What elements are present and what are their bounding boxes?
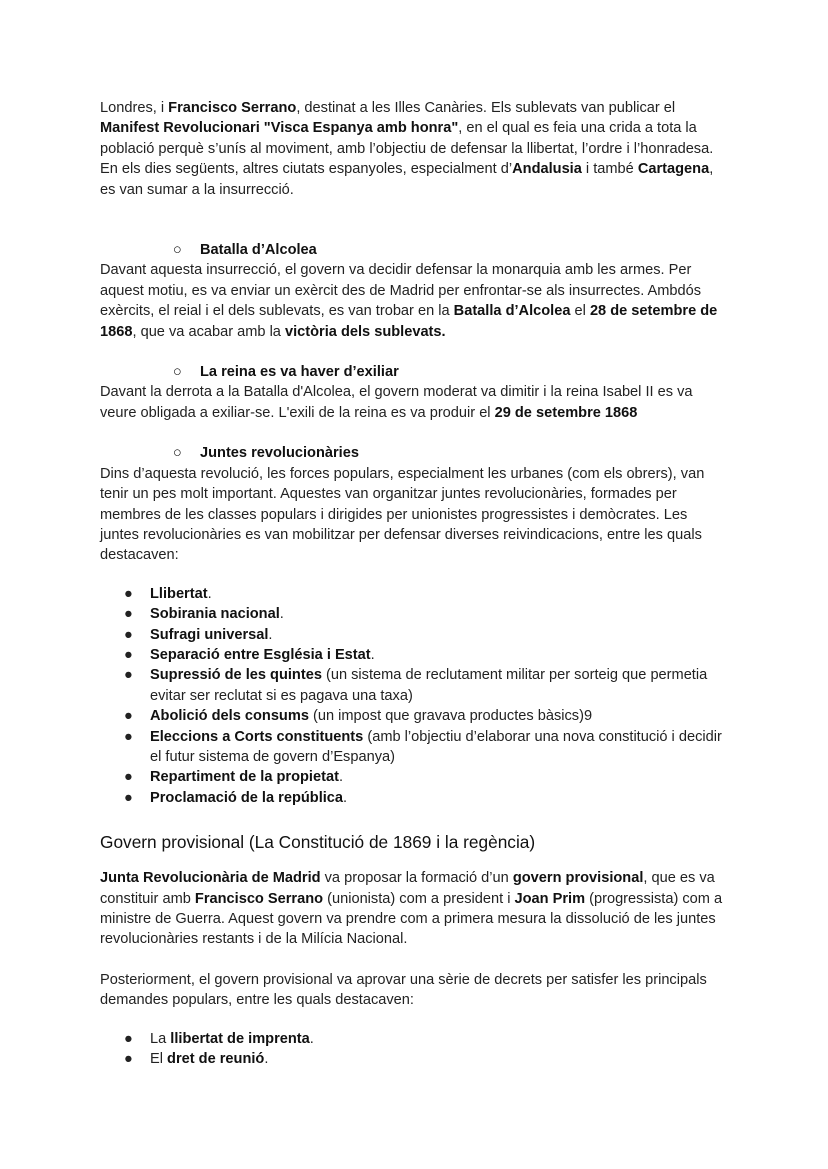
bullet-icon: ● <box>124 606 133 623</box>
bullet-icon: ● <box>124 789 133 806</box>
subheading-juntes <box>100 443 730 463</box>
text: (progressista) com a ministre de Guerra. Aquest govern va prendre com a primera mesura la dissolució de les juntes revolucionàries restants i de la Milícia Nacional. <box>100 890 723 948</box>
text: el <box>570 303 590 320</box>
decrets-list <box>100 1029 730 1070</box>
bold-text: Francisco Serrano <box>194 890 324 907</box>
text: . <box>370 646 375 663</box>
bold-text: Abolició dels consums <box>150 708 309 725</box>
govern-paragraph <box>100 868 730 950</box>
list-item <box>100 665 730 706</box>
circle-bullet-icon: ○ <box>173 445 182 462</box>
text: . <box>207 585 212 602</box>
bold-text: Joan Prim <box>514 890 586 907</box>
text: va proposar la formació d’un <box>320 870 513 887</box>
bold-text: Cartagena <box>637 161 710 178</box>
list-item <box>100 1029 730 1049</box>
bullet-icon: ● <box>124 728 133 745</box>
text: , que es va constituir amb <box>100 870 715 907</box>
bold-text: govern provisional <box>512 870 644 887</box>
text: (amb l’objectiu d’elaborar una nova constitució i decidir el futur sistema de govern d’Espanya) <box>150 728 722 765</box>
bold-text: Junta Revolucionària de Madrid <box>100 870 321 887</box>
text: . <box>279 606 284 623</box>
bold-text: dret de reunió <box>167 1051 265 1068</box>
text: Londres, i <box>100 100 169 116</box>
text: . <box>309 1030 314 1047</box>
text: , es van sumar a la insurrecció. <box>100 161 714 198</box>
bullet-icon: ● <box>124 769 133 786</box>
alcolea-paragraph <box>100 260 730 342</box>
juntes-paragraph: Dins d’aquesta revolució, les forces populars, especialment les urbanes (com els obrers), van tenir un pes molt important. Aquestes van organitzar juntes revolucionàries, formades per membres de les classes populars i dirigides per unionistes progressistes i demòcrates. Les juntes revolucionàries es van mobilitzar per defensar diverses reivindicacions, entre les quals destacaven: <box>100 465 705 564</box>
bullet-icon: ● <box>124 1030 133 1047</box>
subheading-text: Batalla d’Alcolea <box>200 242 317 259</box>
juntes-demands-list <box>100 584 730 808</box>
bold-text: Sobirania nacional <box>150 606 280 623</box>
text: . <box>264 1051 269 1068</box>
list-item <box>100 584 730 604</box>
subheading-alcolea <box>100 240 730 260</box>
bold-text: Eleccions a Corts constituents <box>150 728 364 745</box>
text: . <box>338 769 344 786</box>
bold-text: Manifest Revolucionari "Visca Espanya amb honra" <box>100 120 459 137</box>
bold-text: Llibertat <box>150 585 208 602</box>
list-item <box>100 767 730 787</box>
list-item <box>100 625 730 645</box>
text: (un impost que gravava productes bàsics)9 <box>308 708 593 725</box>
subheading-exili <box>100 362 730 382</box>
bold-text: Repartiment de la propietat <box>150 769 339 786</box>
bullet-icon: ● <box>124 1051 133 1068</box>
circle-bullet-icon: ○ <box>173 364 182 381</box>
text: (unionista) com a president i <box>323 890 515 907</box>
bullet-icon: ● <box>124 646 133 663</box>
subheading-text: La reina es va haver d’exiliar <box>200 364 399 381</box>
list-item <box>100 788 730 808</box>
text: , destinat a les Illes Canàries. Els sublevats van publicar el <box>296 100 676 116</box>
list-item <box>100 645 730 665</box>
exili-paragraph <box>100 382 730 423</box>
list-item <box>100 604 730 624</box>
document-body <box>100 98 730 1069</box>
bold-text: Andalusia <box>512 161 582 178</box>
text: , que va acabar amb la <box>132 323 285 340</box>
bold-text: Batalla d’Alcolea <box>453 303 571 320</box>
bold-text: Sufragi universal <box>150 626 269 643</box>
text: La <box>150 1030 171 1047</box>
text: Davant la derrota a la Batalla d'Alcolea, el govern moderat va dimitir i la reina Isabel II es va veure obligada a exiliar-se. L'exili de la reina es va produir el <box>100 384 693 421</box>
bullet-icon: ● <box>124 667 133 684</box>
list-item <box>100 1049 730 1069</box>
govern-paragraph-2: Posteriorment, el govern provisional va aprovar una sèrie de decrets per satisfer les principals demandes populars, entre les quals destacaven: <box>100 971 707 1009</box>
text: i també <box>581 161 638 178</box>
text: El <box>150 1051 168 1068</box>
bold-text: Francisco Serrano <box>168 100 297 116</box>
subheading-text: Juntes revolucionàries <box>200 445 359 462</box>
bullet-icon: ● <box>124 585 133 602</box>
list-item <box>100 706 730 726</box>
bullet-icon: ● <box>124 708 133 725</box>
circle-bullet-icon: ○ <box>173 242 182 259</box>
text: , en el qual es feia una crida a tota la població perquè s’unís al moviment, amb l’objectiu de defensar la llibertat, l’ordre i l’honradesa. En els dies següents, altres ciutats espanyoles, especialment d’ <box>100 120 714 178</box>
list-item <box>100 727 730 768</box>
bold-text: 28 de setembre de 1868 <box>100 303 718 340</box>
bullet-icon: ● <box>124 626 133 643</box>
text: (un sistema de reclutament militar per sorteig que permetia evitar ser reclutat si es pagava una taxa) <box>150 667 708 704</box>
bold-text: 29 de setembre 1868 <box>494 404 638 421</box>
bold-text: victòria dels sublevats. <box>284 323 446 340</box>
bold-text: Supressió de les quintes <box>150 667 322 684</box>
section-heading-govern: Govern provisional (La Constitució de 1869 i la regència) <box>100 832 536 853</box>
text: . <box>268 626 273 643</box>
text: . <box>343 789 348 806</box>
bold-text: Separació entre Església i Estat <box>150 646 371 663</box>
text: Davant aquesta insurrecció, el govern va decidir defensar la monarquia amb les armes. Per aquest motiu, es va enviar un exèrcit des de Madrid per enfrontar-se als insurrectes. Ambdós exèrcits, el reial i el dels sublevats, es van trobar en la <box>100 262 702 320</box>
intro-paragraph <box>100 98 730 200</box>
bold-text: Proclamació de la república <box>150 789 344 806</box>
bold-text: llibertat de imprenta <box>170 1030 310 1047</box>
